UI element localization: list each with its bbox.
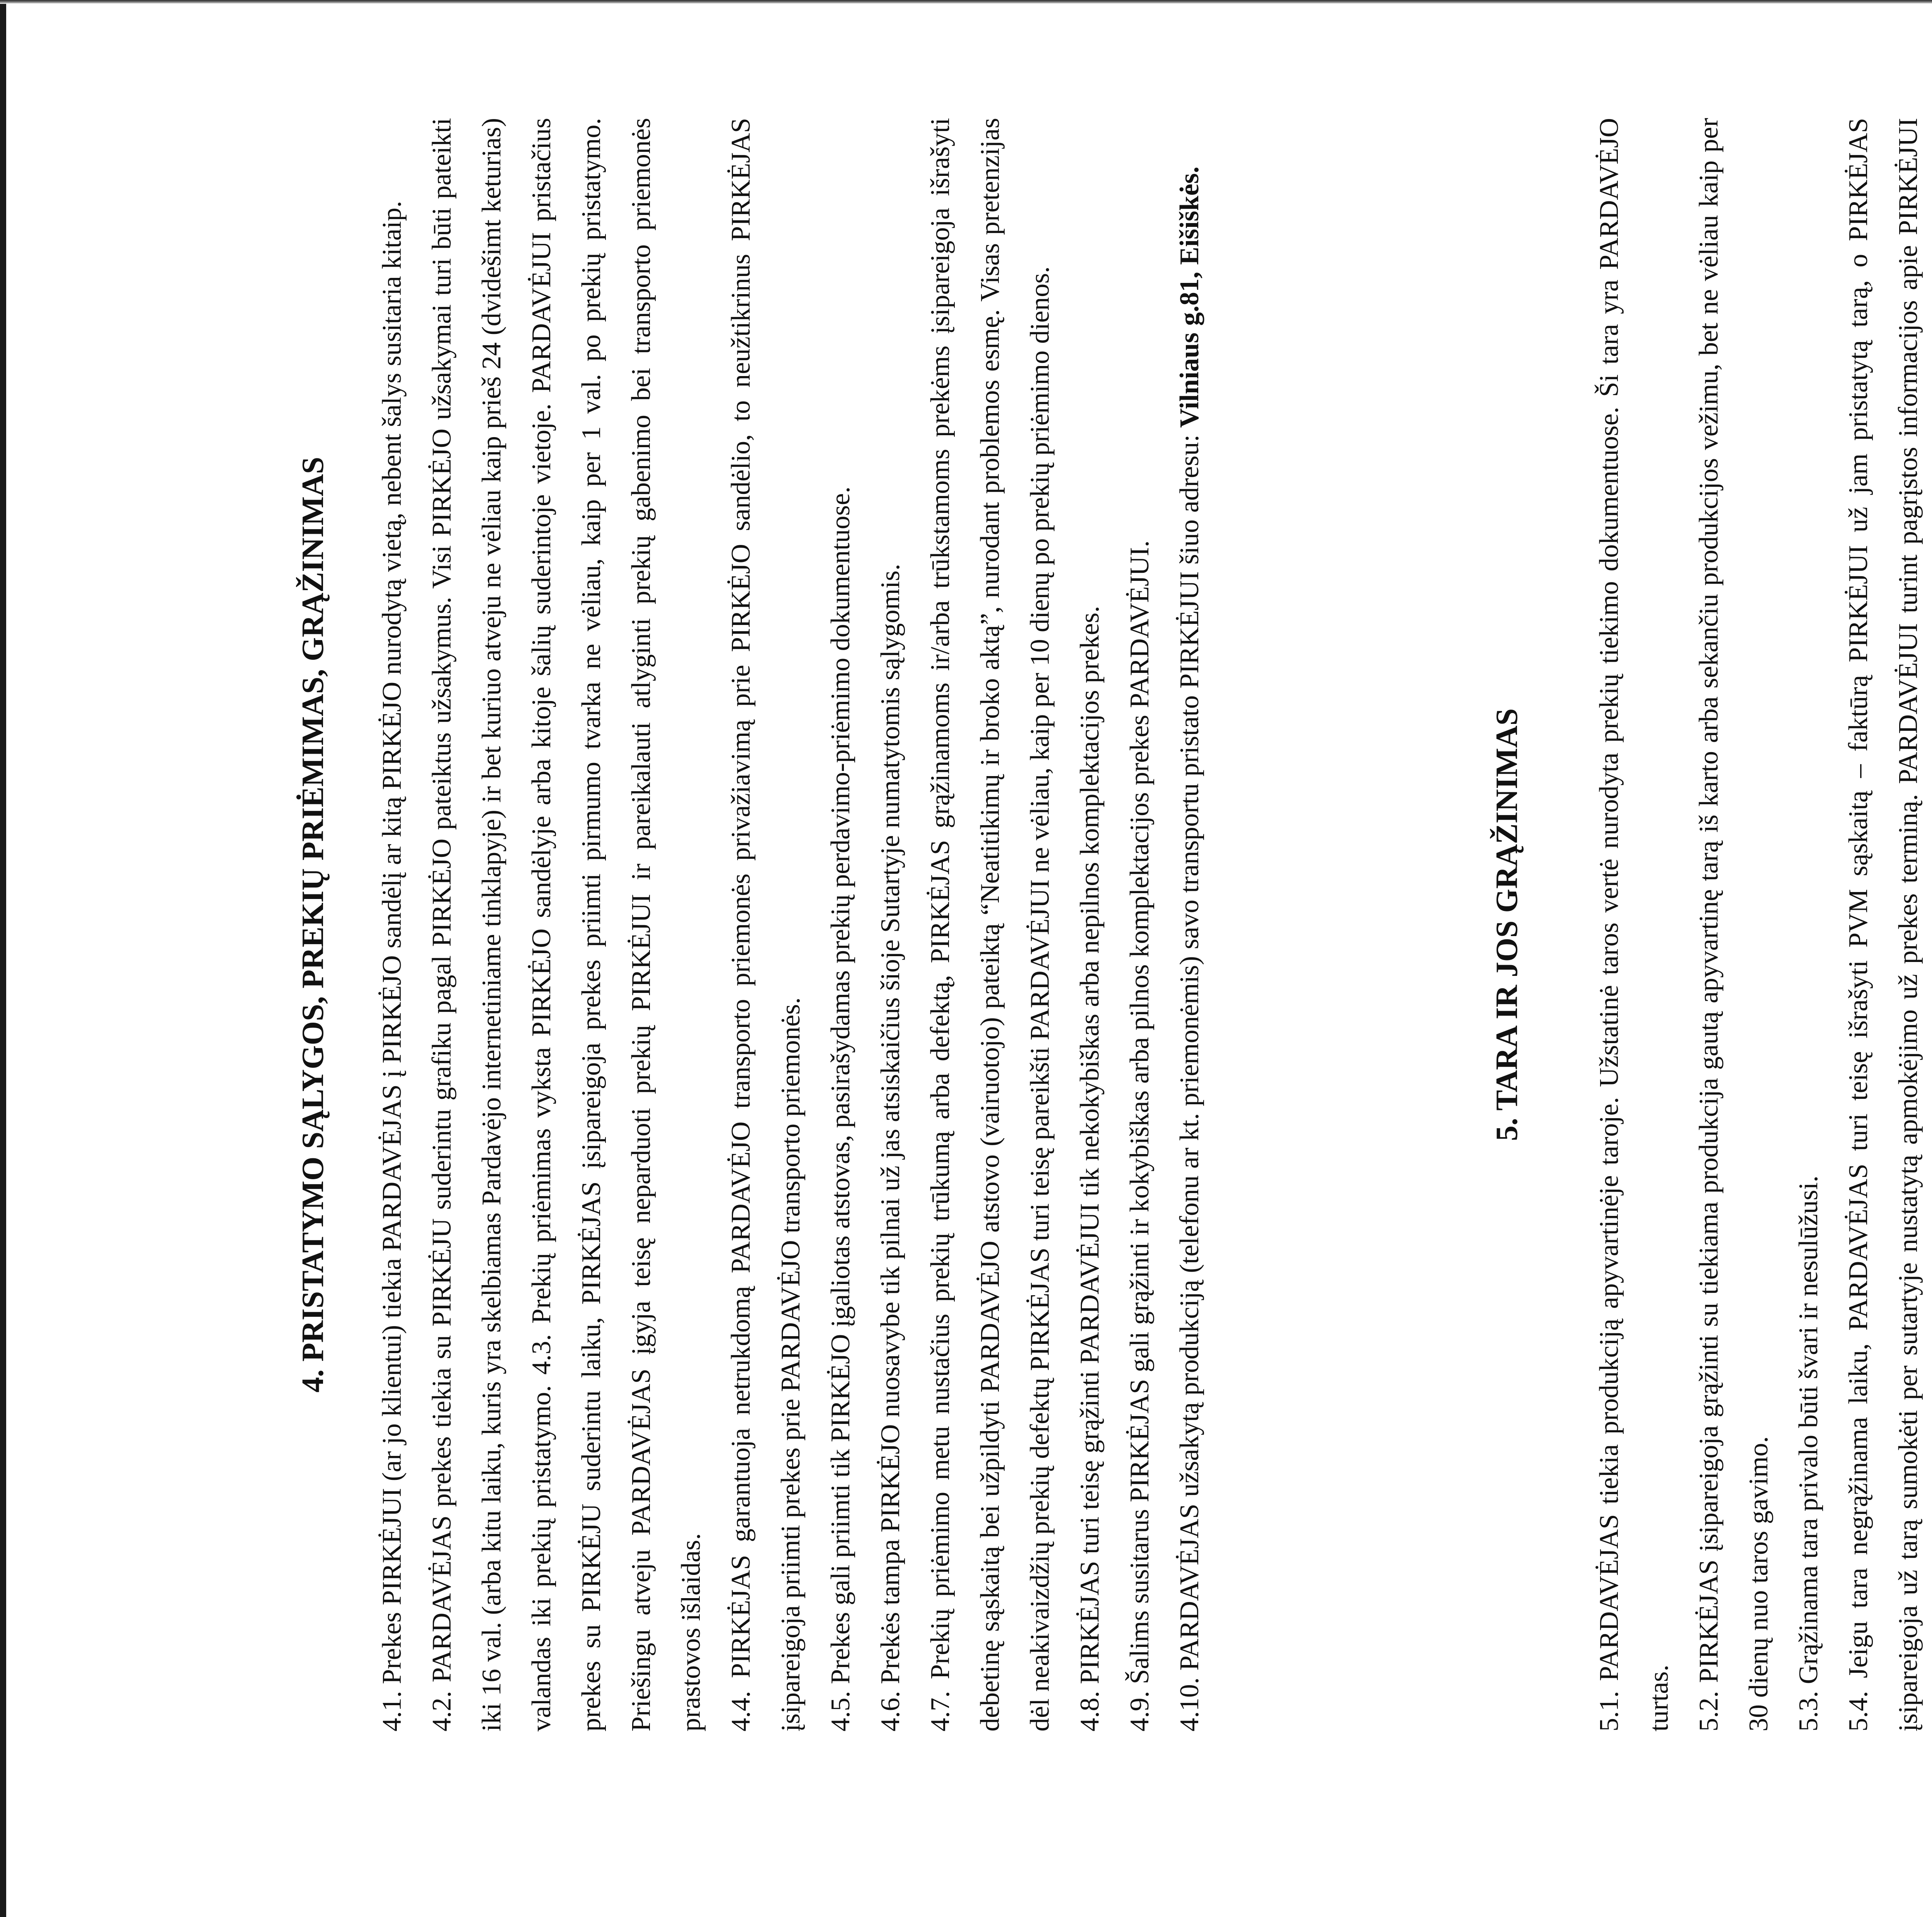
section-4-body [367, 118, 1214, 1731]
clause-4-4: 4.4. PIRKĖJAS garantuoja netrukdomą PARDAVĖJO transporto priemonės privažiavimą prie PIRKĖJO sandėlio, to neužtikrinus PIRKĖJAS įsipareigoja priimti prekes prie PARDAVĖJO transporto priemonės. [726, 118, 806, 1731]
clause-4-9: 4.9. Šalims susitarus PIRKĖJAS gali grąžinti ir kokybiškas arba pilnos komplektacijos prekes PARDAVĖJUI. [1125, 540, 1155, 1731]
clause-4-8: 4.8. PIRKĖJAS turi teisę grąžinti PARDAVĖJUI tik nekokybiškas arba nepilnos komplektacijos prekes. [1075, 606, 1105, 1731]
clause-4-6: 4.6. Prekės tampa PIRKĖJO nuosavybe tik pilnai už jas atsiskaičius šioje Sutartyje numatytomis sąlygomis. [876, 564, 905, 1731]
section-5-body [1584, 118, 1932, 1731]
clause-5-4: 5.4. Jeigu tara negrąžinama laiku, PARDAVĖJAS turi teisę išrašyti PVM sąskaitą – faktūrą PIRKĖJUI už jam pristatytą tarą, o PIRKĖJAS įsipareigoja už tarą sumokėti per sutartyje nustatytą apmokėjimo už prekes terminą. PARDAVĖJUI turint pagrįstos informacijos apie PIRKĖJUI [1844, 118, 1923, 1731]
clause-5-2: 5.2. PIRKĖJAS įsipareigoja grąžinti su tiekiama produkcija gautą apyvartinę tarą iš karto arba sekančiu produkcijos vežimu, bet ne vėliau kaip per 30 dienų nuo taros gavimo. [1694, 118, 1774, 1731]
clause-4-10-text: 4.10. PARDAVĖJAS užsakytą produkciją (telefonu ar kt. priemonėmis) savo transportu pristato PIRKĖJUI šiuo adresu: [1175, 427, 1204, 1731]
clause-5-1: 5.1. PARDAVĖJAS tiekia produkciją apyvartinėje taroje. Užstatinė taros vertė nurodyta prekių tiekimo dokumentuose. Ši tara yra PARDAVĖJO turtas. [1594, 118, 1674, 1731]
section-4-heading: 4. PRISTATYMO SĄLYGOS, PREKIŲ PRIĖMIMAS, GRĄŽINIMAS [296, 457, 330, 1393]
section-5-heading: 5. TARA IR JOS GRĄŽINIMAS [1490, 708, 1524, 1141]
delivery-address: Vilniaus g.81, Eišiškės. [1175, 166, 1204, 428]
clause-4-7: 4.7. Prekių priėmimo metu nustačius prekių trūkumą arba defektą, PIRKĖJAS grąžinamoms ir/arba trūkstamoms prekėms įsipareigoja išrašyti debetinę sąskaitą bei užpildyti PARDAVĖJO atstovo (vairuotojo) pateiktą “Neatitikimų ir broko aktą”, nurodant problemos esmę. Visas pretenzijas dėl neakivaizdžių prekių defektų PIRKĖJAS turi teisę pareikšti PARDAVĖJUI ne vėliau, kaip per 10 dienų po prekių priėmimo dienos. [925, 118, 1055, 1731]
clause-4-5: 4.5. Prekes gali priimti tik PIRKĖJO įgaliotas atstovas, pasirašydamas prekių perdavimo-priėmimo dokumentuose. [826, 486, 855, 1731]
clause-5-3: 5.3. Grąžinama tara privalo būti švari ir nesulūžusi. [1794, 1175, 1823, 1731]
clause-4-2-4-3: 4.2. PARDAVĖJAS prekes tiekia su PIRKĖJU suderintu grafiku pagal PIRKĖJO pateiktus užsakymus. Visi PIRKĖJO užsakymai turi būti pateikti iki 16 val. (arba kitu laiku, kuris yra skelbiamas Pardavėjo internetiniame tinklapyje) ir bet kuriuo atveju ne vėliau kaip prieš 24 (dvidešimt keturias) valandas iki prekių pristatymo. 4.3. Prekių priėmimas vyksta PIRKĖJO sandėlyje arba kitoje šalių suderintoje vietoje. PARDAVĖJUI pristačius prekes su PIRKĖJU suderintu laiku, PIRKĖJAS įsipareigoja prekes priimti pirmumo tvarka ne vėliau, kaip per 1 val. po prekių pristatymo. Priešingu atveju PARDAVĖJAS įgyja teisę neparduoti prekių PIRKĖJUI ir pareikalauti atlyginti prekių gabenimo bei transporto priemonės prastovos išlaidas. [427, 118, 706, 1731]
clause-4-10 [1165, 118, 1214, 1731]
clause-4-1: 4.1. Prekes PIRKĖJUI (ar jo klientui) tiekia PARDAVĖJAS į PIRKĖJO sandėlį ar kitą PIRKĖJO nurodytą vietą, nebent šalys susitaria kitaip. [377, 201, 407, 1731]
